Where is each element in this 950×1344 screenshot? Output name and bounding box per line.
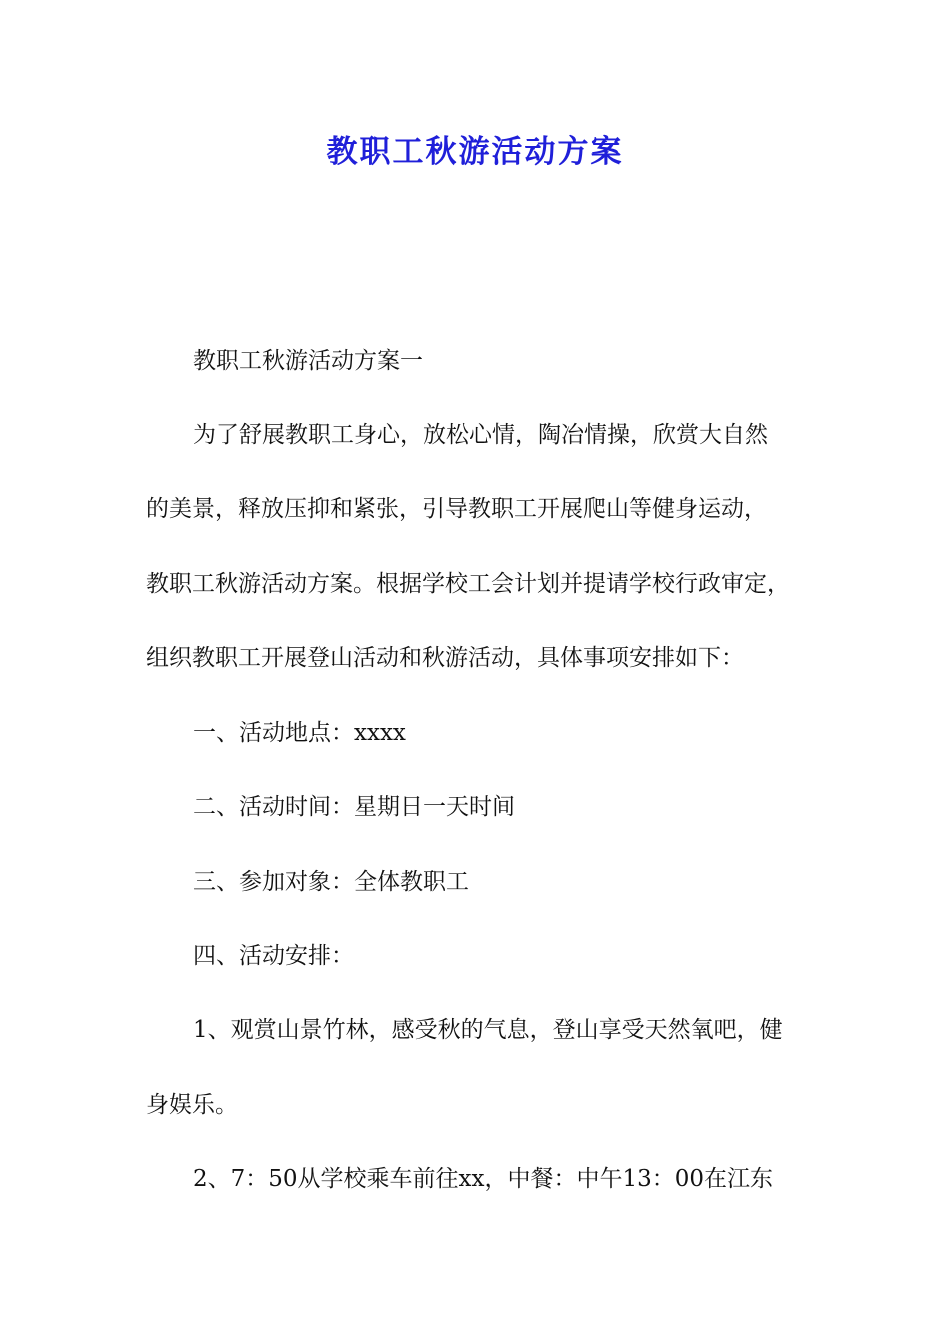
paragraph-line: 身娱乐。 bbox=[146, 1092, 238, 1118]
paragraph-line: 1、观赏山景竹林，感受秋的气息，登山享受天然氧吧，健 bbox=[193, 1017, 783, 1043]
paragraph-line: 2、7：50从学校乘车前往xx，中餐：中午13：00在江东 bbox=[193, 1166, 774, 1192]
list-item: 二、活动时间：星期日一天时间 bbox=[193, 794, 515, 820]
list-item: 四、活动安排： bbox=[193, 943, 354, 969]
document-title: 教职工秋游活动方案 bbox=[326, 134, 624, 170]
paragraph-line: 组织教职工开展登山活动和秋游活动，具体事项安排如下： bbox=[146, 645, 744, 671]
list-item: 一、活动地点：xxxx bbox=[193, 720, 406, 746]
paragraph-line: 的美景，释放压抑和紧张，引导教职工开展爬山等健身运动， bbox=[146, 496, 767, 522]
paragraph-line: 为了舒展教职工身心，放松心情，陶冶情操，欣赏大自然 bbox=[193, 422, 768, 448]
section-heading: 教职工秋游活动方案一 bbox=[193, 348, 423, 374]
paragraph-line: 教职工秋游活动方案。根据学校工会计划并提请学校行政审定， bbox=[146, 571, 790, 597]
list-item: 三、参加对象：全体教职工 bbox=[193, 869, 469, 895]
